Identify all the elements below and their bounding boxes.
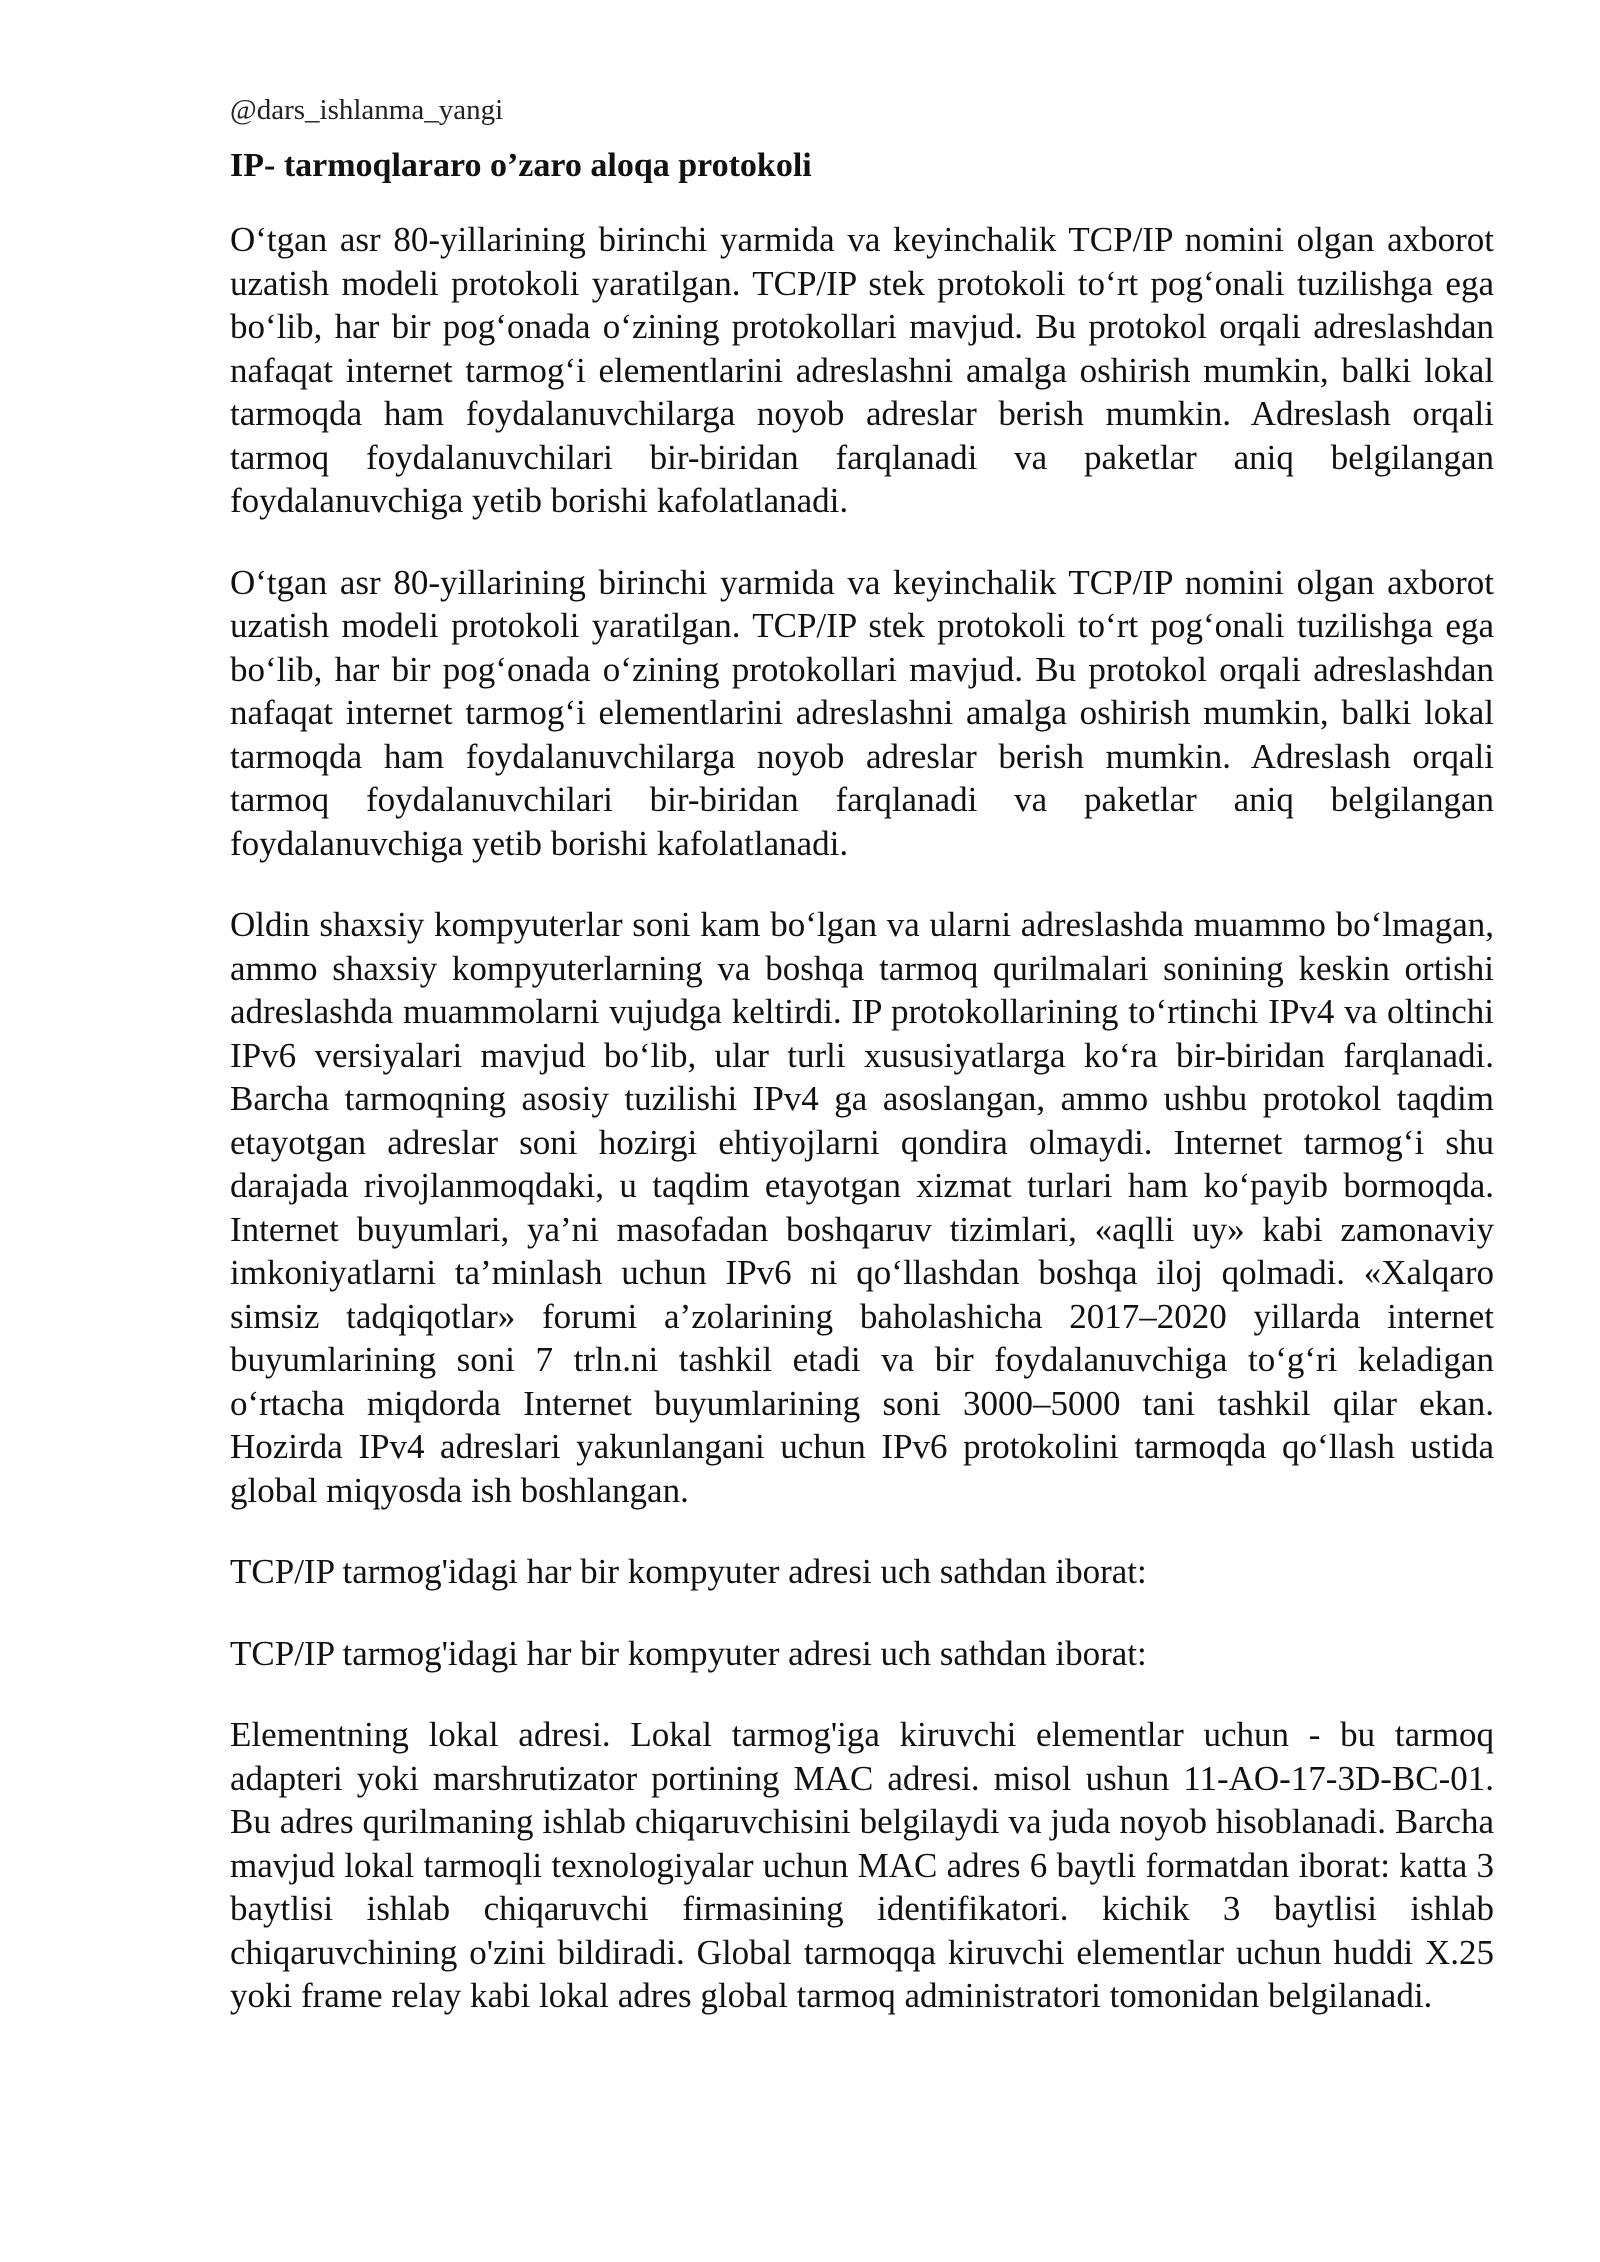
paragraph-5: TCP/IP tarmog'idagi har bir kompyuter adresi uch sathdan iborat: [230, 1633, 1147, 1673]
paragraph-3: Oldin shaxsiy kompyuterlar soni kam bo‘lgan va ularni adreslashda muammo bo‘lmagan, ammo shaxsiy kompyuterlarning va boshqa tarmoq qurilmalari sonining keskin ortishi adreslashda muammolarni vujudga keltirdi. IP protokollarining to‘rtinchi IPv4 va oltinchi IPv6 versiyalari mavjud bo‘lib, ular turli xususiyatlarga ko‘ra bir-biridan farqlanadi. Barcha tarmoqning asosiy tuzilishi IPv4 ga asoslangan, ammo ushbu protokol taqdim etayotgan adreslar soni hozirgi ehtiyojlarni qondira olmaydi. Internet tarmog‘i shu darajada rivojlanmoqdaki, u taqdim etayotgan xizmat turlari ham ko‘payib bormoqda. Internet buyumlari, ya’ni masofadan boshqaruv tizimlari, «aqlli uy» kabi zamonaviy imkoniyatlarni ta’minlash uchun IPv6 ni qo‘llashdan boshqa iloj qolmadi. «Xalqaro simsiz tadqiqotlar» forumi a’zolarining baholashicha 2017–2020 yillarda internet buyumlarining soni 7 trln.ni tashkil etadi va bir foydalanuvchiga to‘g‘ri keladigan o‘rtacha miqdorda Internet buyumlarining soni 3000–5000 tani tashkil qilar ekan. Hozirda IPv4 adreslari yakunlangani uchun IPv6 protokolini tarmoqda qo‘llash ustida global miqyosda ish boshlangan. [230, 905, 1494, 1510]
page-title: IP- tarmoqlararo o’zaro aloqa protokoli [230, 147, 812, 184]
paragraph-4: TCP/IP tarmog'idagi har bir kompyuter adresi uch sathdan iborat: [230, 1552, 1147, 1591]
paragraph-2: O‘tgan asr 80-yillarining birinchi yarmida va keyinchalik TCP/IP nomini olgan axborot uzatish modeli protokoli yaratilgan. TCP/IP stek protokoli to‘rt pog‘onali tuzilishga ega bo‘lib, har bir pog‘onada o‘zining protokollari mavjud. Bu protokol orqali adreslashdan nafaqat internet tarmog‘i elementlarini adreslashni amalga oshirish mumkin, balki lokal tarmoqda ham foydalanuvchilarga noyob adreslar berish mumkin. Adreslash orqali tarmoq foydalanuvchilari bir-biridan farqlanadi va paketlar aniq belgilangan foydalanuvchiga yetib borishi kafolatlanadi. [230, 562, 1494, 863]
document-page [230, 90, 1494, 2056]
paragraph-6: Elementning lokal adresi. Lokal tarmog'iga kiruvchi elementlar uchun - bu tarmoq adapteri yoki marshrutizator portining MAC adresi. misol ushun 11-AO-17-3D-BC-01. Bu adres qurilmaning ishlab chiqaruvchisini belgilaydi va juda noyob hisoblanadi. Barcha mavjud lokal tarmoqli texnologiyalar uchun MAC adres 6 baytli formatdan iborat: katta 3 baytlisi ishlab chiqaruvchi firmasining identifikatori. kichik 3 baytlisi ishlab chiqaruvchining o'zini bildiradi. Global tarmoqqa kiruvchi elementlar uchun huddi X.25 yoki frame relay kabi lokal adres global tarmoq administratori tomonidan belgilanadi. [230, 1715, 1494, 2015]
channel-handle: @dars_ishlanma_yangi [230, 94, 504, 126]
paragraph-1: O‘tgan asr 80-yillarining birinchi yarmida va keyinchalik TCP/IP nomini olgan axborot uzatish modeli protokoli yaratilgan. TCP/IP stek protokoli to‘rt pog‘onali tuzilishga ega bo‘lib, har bir pog‘onada o‘zining protokollari mavjud. Bu protokol orqali adreslashdan nafaqat internet tarmog‘i elementlarini adreslashni amalga oshirish mumkin, balki lokal tarmoqda ham foydalanuvchilarga noyob adreslar berish mumkin. Adreslash orqali tarmoq foydalanuvchilari bir-biridan farqlanadi va paketlar aniq belgilangan foydalanuvchiga yetib borishi kafolatlanadi. [230, 220, 1494, 520]
